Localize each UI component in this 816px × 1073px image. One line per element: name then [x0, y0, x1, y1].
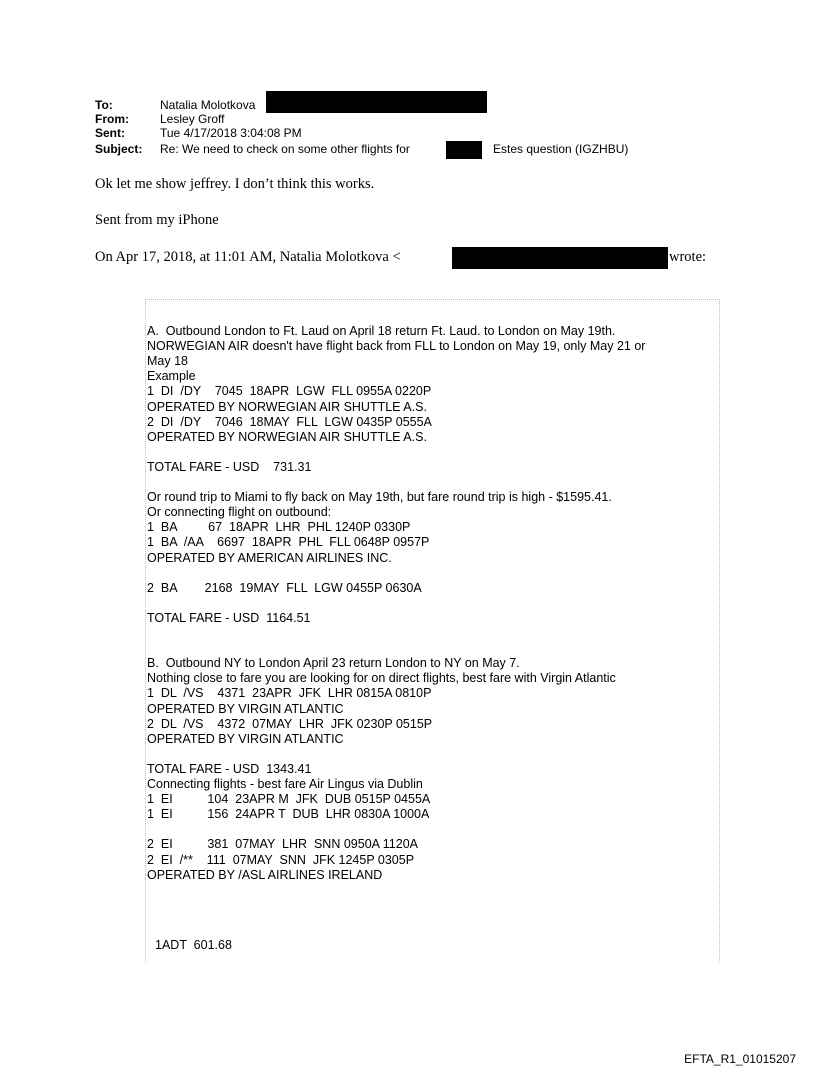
quoted-line: 1 BA 67 18APR LHR PHL 1240P 0330P: [147, 520, 411, 535]
quoted-line: 1 EI 156 24APR T DUB LHR 0830A 1000A: [147, 807, 430, 822]
quoted-line: TOTAL FARE - USD 1343.41: [147, 761, 312, 776]
quoted-line: Or connecting flight on outbound:: [147, 505, 332, 520]
redaction-to-email: [266, 91, 487, 113]
sent-value: Tue 4/17/2018 3:04:08 PM: [160, 126, 302, 140]
quoted-line: May 18: [147, 354, 188, 369]
subject-value-part1: Re: We need to check on some other flights for: [160, 142, 410, 156]
quoted-line: 1 DI /DY 7045 18APR LGW FLL 0955A 0220P: [147, 384, 432, 399]
from-value: Lesley Groff: [160, 112, 225, 126]
body-line-3-text: On Apr 17, 2018, at 11:01 AM, Natalia Molotkova <: [95, 249, 401, 265]
quoted-line: A. Outbound London to Ft. Laud on April 18 return Ft. Laud. to London on May 19th.: [147, 324, 616, 338]
quoted-line: 2 DI /DY 7046 18MAY FLL LGW 0435P 0555A: [147, 414, 432, 429]
quoted-line: Nothing close to fare you are looking for on direct flights, best fare with Virgin Atlantic: [147, 671, 616, 686]
to-value: Natalia Molotkova: [160, 98, 256, 112]
quoted-last-line: 1ADT 601.68: [155, 938, 232, 952]
quoted-line: Example: [147, 369, 196, 384]
quoted-line: OPERATED BY NORWEGIAN AIR SHUTTLE A.S.: [147, 399, 427, 414]
document-id-footer: EFTA_R1_01015207: [684, 1052, 796, 1066]
body-line-2: Sent from my iPhone: [95, 212, 219, 228]
quoted-line: OPERATED BY VIRGIN ATLANTIC: [147, 731, 344, 746]
quoted-line: Connecting flights - best fare Air Lingus via Dublin: [147, 777, 423, 791]
subject-label: Subject:: [95, 142, 143, 156]
quoted-line: TOTAL FARE - USD 731.31: [147, 459, 312, 474]
from-label: From:: [95, 112, 129, 126]
redaction-subject-name: [446, 141, 482, 159]
quoted-line: OPERATED BY AMERICAN AIRLINES INC.: [147, 550, 392, 565]
quoted-line: NORWEGIAN AIR doesn't have flight back from FLL to London on May 19, only May 21 or: [147, 339, 646, 354]
quoted-line: OPERATED BY NORWEGIAN AIR SHUTTLE A.S.: [147, 429, 427, 444]
quoted-line: 2 BA 2168 19MAY FLL LGW 0455P 0630A: [147, 580, 422, 595]
subject-value-part2: Estes question (IGZHBU): [493, 142, 629, 156]
quoted-line: TOTAL FARE - USD 1164.51: [147, 610, 311, 625]
sent-label: Sent:: [95, 126, 125, 140]
quoted-line: 1 BA /AA 6697 18APR PHL FLL 0648P 0957P: [147, 535, 430, 550]
quoted-line: OPERATED BY VIRGIN ATLANTIC: [147, 701, 344, 716]
quoted-line: B. Outbound NY to London April 23 return London to NY on May 7.: [147, 656, 520, 671]
quoted-line: 1 EI 104 23APR M JFK DUB 0515P 0455A: [147, 792, 431, 807]
body-line-3: [95, 249, 401, 265]
body-line-3-wrote: wrote:: [669, 249, 707, 265]
quoted-line: 2 DL /VS 4372 07MAY LHR JFK 0230P 0515P: [147, 716, 433, 731]
to-label: To:: [95, 98, 113, 112]
quoted-line: 1 DL /VS 4371 23APR JFK LHR 0815A 0810P: [147, 686, 432, 701]
quoted-line: 2 EI /** 111 07MAY SNN JFK 1245P 0305P: [147, 852, 415, 867]
quoted-line: Or round trip to Miami to fly back on May 19th, but fare round trip is high - $1595.41.: [147, 490, 612, 505]
quoted-line: 2 EI 381 07MAY LHR SNN 0950A 1120A: [147, 837, 418, 852]
body-line-1: Ok let me show jeffrey. I don’t think this works.: [95, 176, 375, 192]
quoted-line: OPERATED BY /ASL AIRLINES IRELAND: [147, 867, 383, 882]
redaction-sender-email: [452, 247, 668, 269]
